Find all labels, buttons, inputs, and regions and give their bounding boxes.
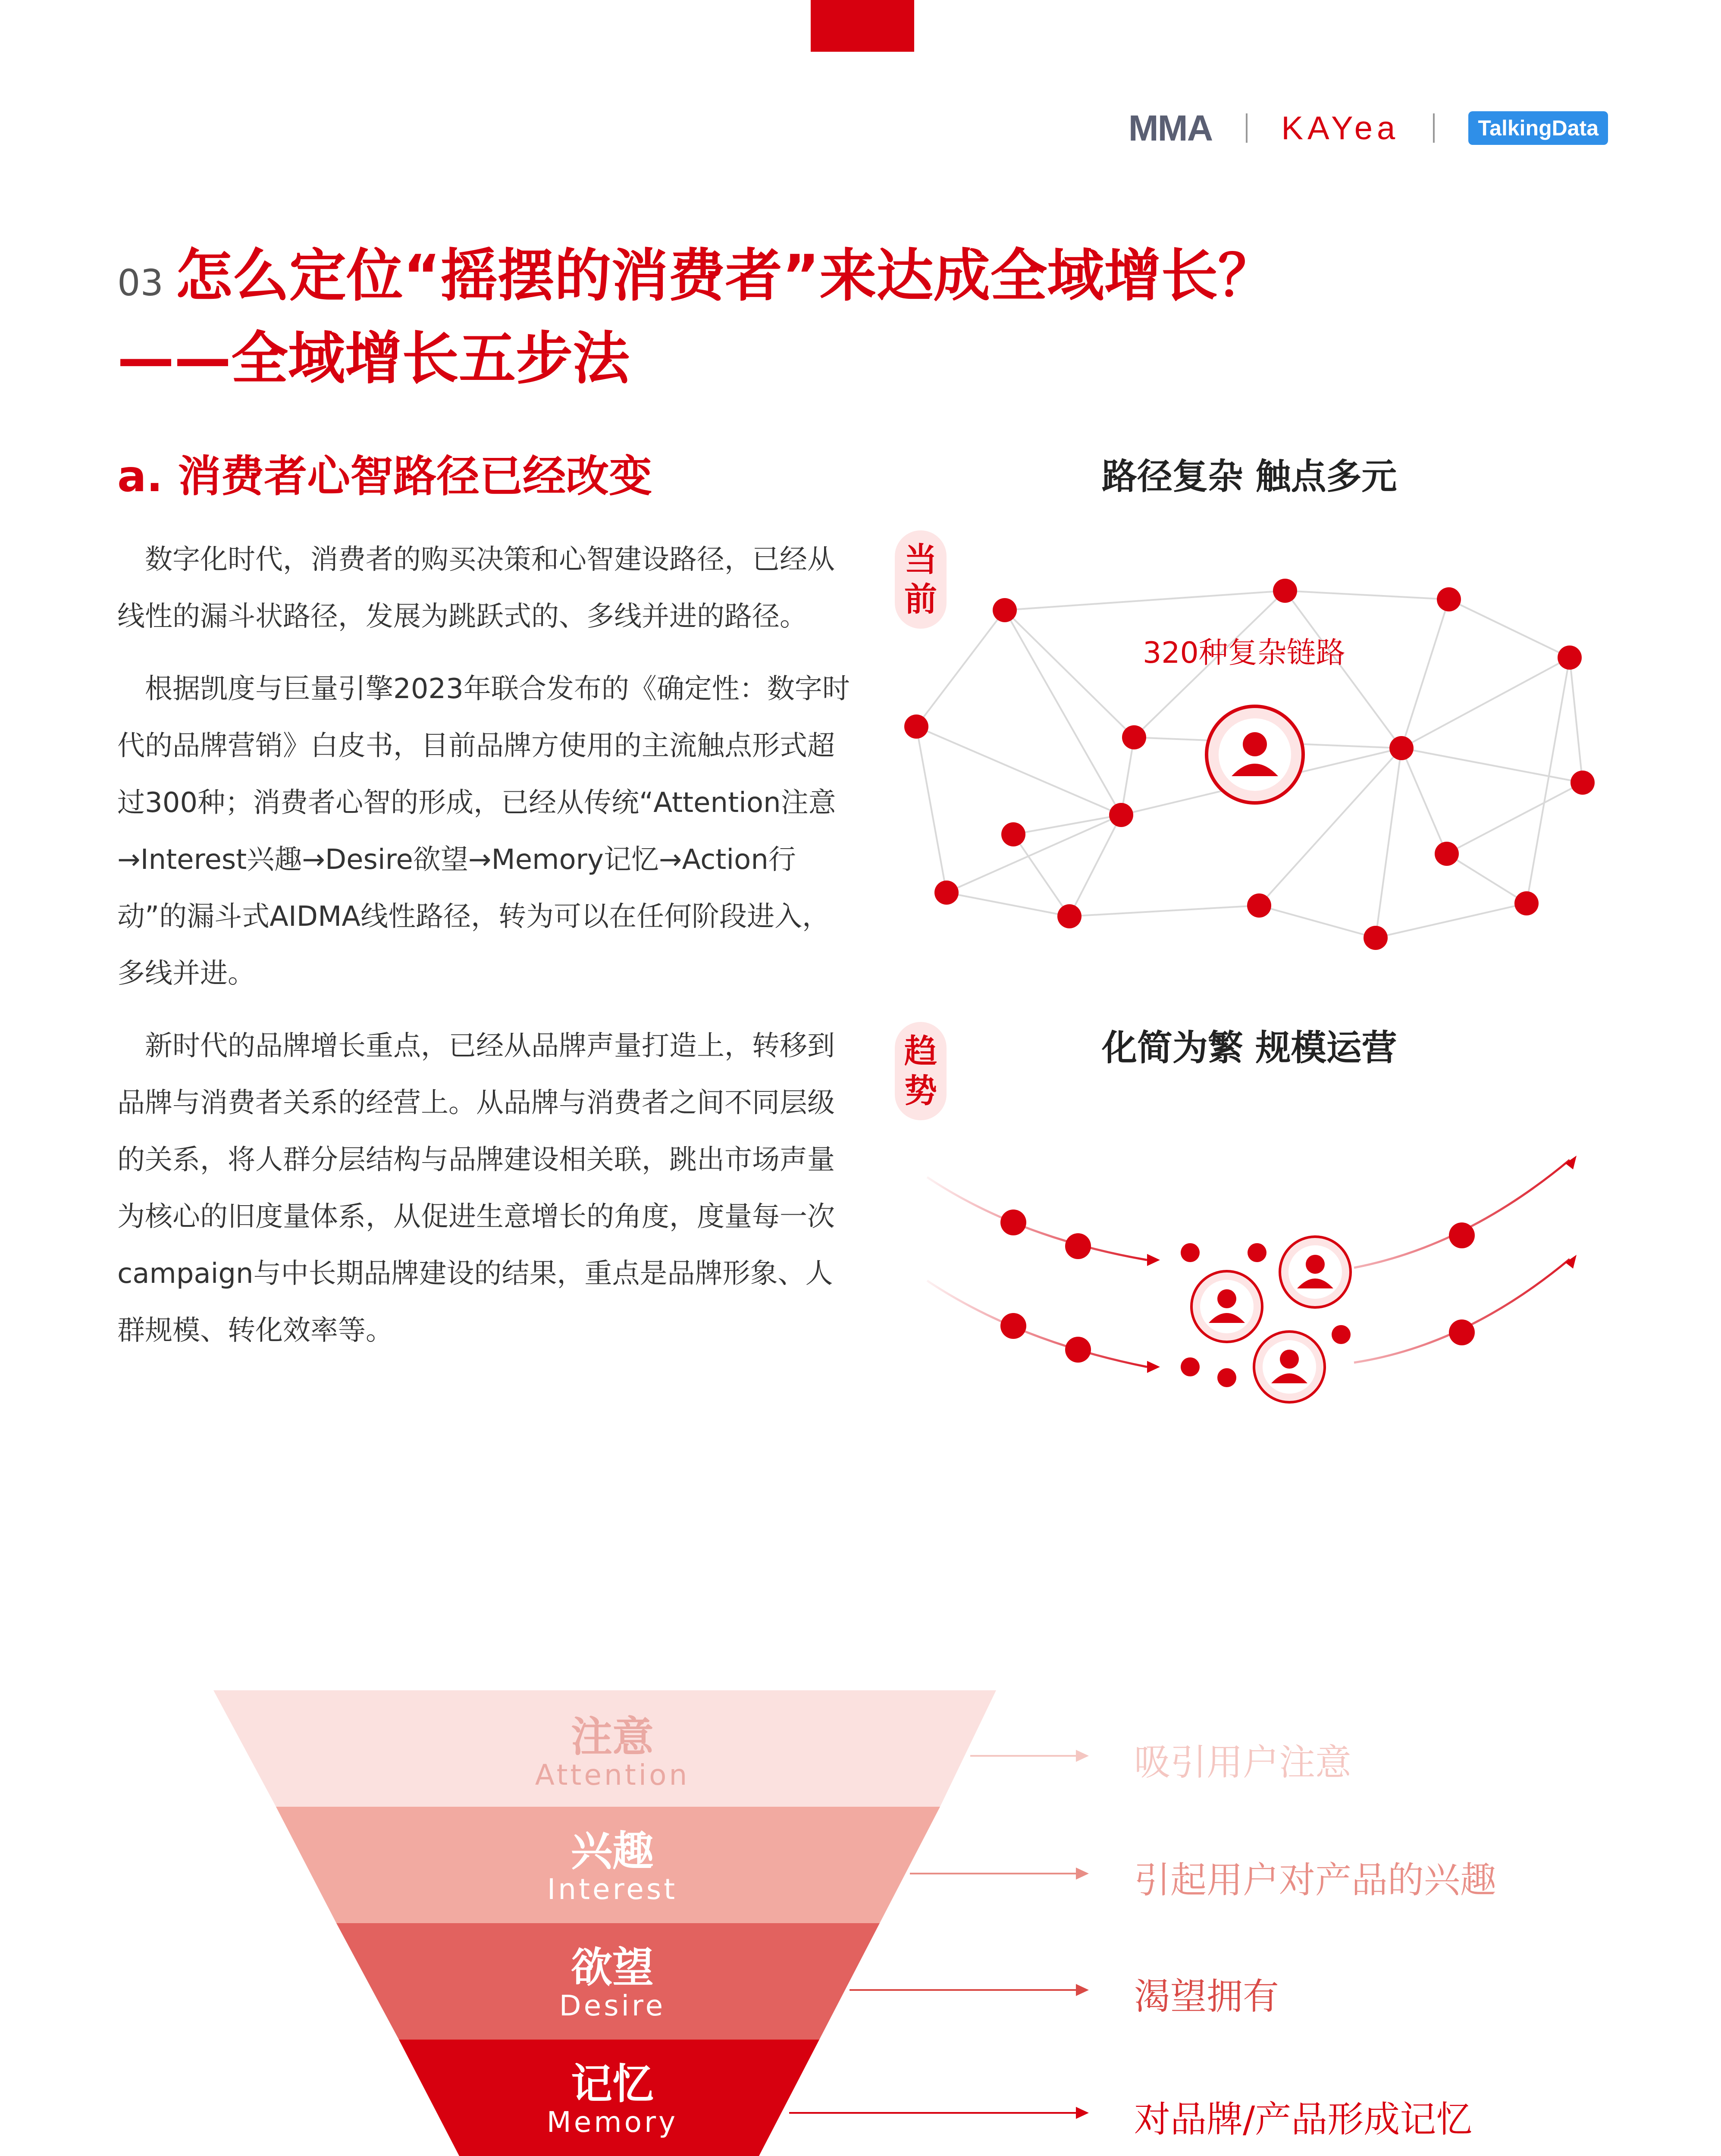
stage-description: 引起用户对产品的兴趣 xyxy=(1134,1859,1497,1901)
stage-arrow-head xyxy=(1076,2107,1089,2119)
stage-cn: 欲望 xyxy=(571,1943,654,1992)
network-node xyxy=(1109,803,1133,827)
kayea-logo: KAYea xyxy=(1281,110,1400,147)
stage-arrow-head xyxy=(1076,1868,1089,1880)
current-panel-title: 路径复杂 触点多元 xyxy=(1102,456,1397,497)
tag-trend: 趋势 xyxy=(895,1022,947,1120)
section-heading: a. 消费者心智路径已经改变 xyxy=(117,451,652,501)
funnel-label-memory xyxy=(474,2060,750,2139)
section-number: 03 xyxy=(117,262,163,304)
paragraph: 数字化时代，消费者的购买决策和心智建设路径，已经从线性的漏斗状路径，发展为跳跃式的、多线并进的路径。 xyxy=(117,544,835,633)
talkingdata-logo: TalkingData xyxy=(1468,111,1608,145)
aidma-funnel xyxy=(0,1682,1721,2156)
network-node xyxy=(1558,646,1582,670)
chain-count-label: 320种复杂链路 xyxy=(1143,636,1345,670)
stage-cn: 兴趣 xyxy=(571,1827,654,1875)
network-node xyxy=(1437,587,1461,611)
tag-current: 当前 xyxy=(895,530,947,629)
stage-description: 吸引用户注意 xyxy=(1134,1741,1352,1783)
stage-en: Memory xyxy=(546,2106,678,2139)
network-node xyxy=(1122,725,1146,749)
network-node xyxy=(1514,891,1539,915)
network-node xyxy=(1435,842,1459,866)
network-node xyxy=(1057,904,1082,928)
network-node xyxy=(1389,736,1414,760)
trend-panel-title: 化简为繁 规模运营 xyxy=(1102,1028,1397,1069)
stage-en: Desire xyxy=(559,1989,666,2022)
paragraph: 根据凯度与巨量引擎2023年联合发布的《确定性：数字时代的品牌营销》白皮书，目前品牌方使用的主流触点形式超过300种；消费者心智的形成，已经从传统“Attention注意→Interest兴趣→Desire欲望→Memory记忆→Action行动”的漏斗式AIDMA线性路径，转为可以在任何阶段进入，多线并进。 xyxy=(117,673,850,990)
network-node xyxy=(904,714,928,739)
consumer-icon xyxy=(1276,1233,1354,1311)
stage-cn: 注意 xyxy=(571,1713,654,1761)
stage-en: Interest xyxy=(547,1873,678,1906)
stage-description: 渴望拥有 xyxy=(1134,1975,1279,2018)
consumer-icon xyxy=(1203,703,1307,806)
network-node xyxy=(1247,893,1271,918)
network-node xyxy=(993,598,1017,622)
network-node xyxy=(1273,579,1297,603)
funnel-label-attention xyxy=(474,1713,750,1792)
title-line-1: 怎么定位“摇摆的消费者”来达成全域增长？ xyxy=(175,243,1275,309)
network-node xyxy=(1001,822,1025,846)
funnel-label-interest xyxy=(474,1827,750,1906)
mma-logo: MMA xyxy=(1128,107,1213,148)
stage-en: Attention xyxy=(535,1758,690,1792)
network-node xyxy=(1571,771,1595,795)
title-line-2: ——全域增长五步法 xyxy=(117,326,630,392)
stage-cn: 记忆 xyxy=(571,2060,654,2108)
network-node xyxy=(934,881,959,905)
funnel-label-desire xyxy=(474,1943,750,2022)
network-node xyxy=(1364,926,1388,950)
consumer-icon xyxy=(1251,1328,1328,1406)
stage-arrow-head xyxy=(1076,1984,1089,1996)
stage-arrow-head xyxy=(1076,1750,1089,1762)
stage-description: 对品牌/产品形成记忆 xyxy=(1134,2098,1473,2140)
paragraph: 新时代的品牌增长重点，已经从品牌声量打造上，转移到品牌与消费者关系的经营上。从品牌与消费者之间不同层级的关系，将人群分层结构与品牌建设相关联，跳出市场声量为核心的旧度量体系，从促进生意增长的角度，度量每一次campaign与中长期品牌建设的结果，重点是品牌形象、人群规模、转化效率等。 xyxy=(117,1030,835,1347)
